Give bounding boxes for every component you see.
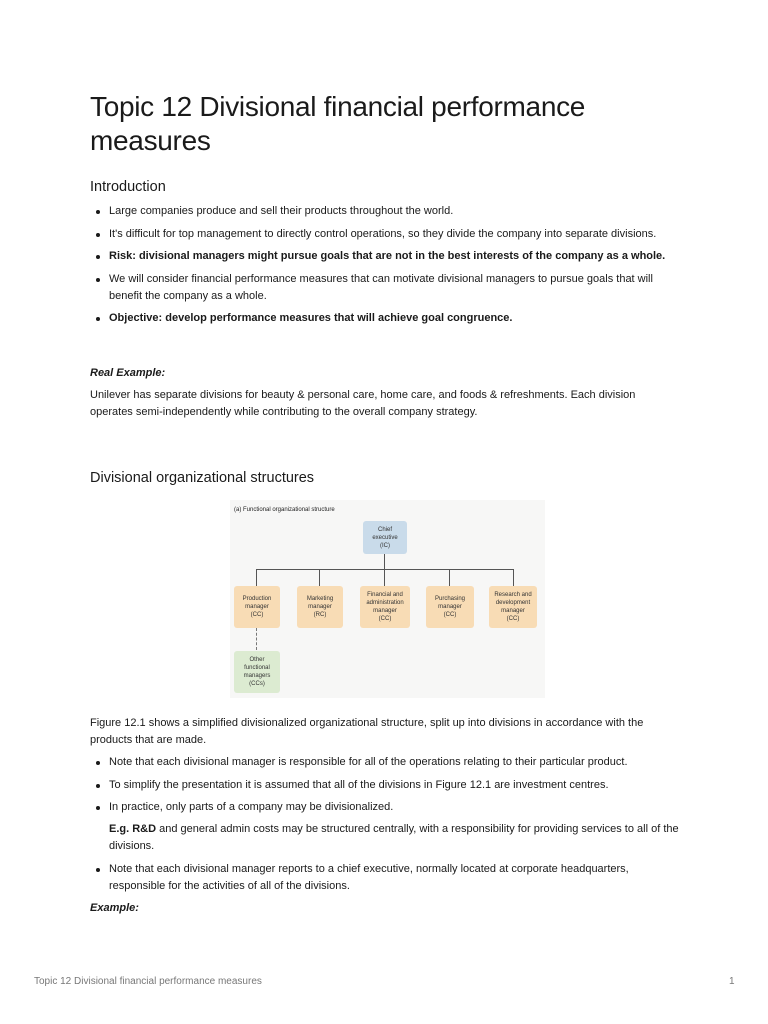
list-item: We will consider financial performance measures that can motivate divisional managers to pursue goals that will benefit the company as a whole.	[90, 271, 680, 305]
figure-description: Figure 12.1 shows a simplified divisionalized organizational structure, split up into divisions in accordance with the products that are made.	[90, 717, 644, 746]
intro-bullet-list	[90, 203, 680, 333]
connector-line	[319, 569, 320, 586]
list-item: Note that each divisional manager reports to a chief executive, normally located at corporate headquarters, responsible for the activities of all of the divisions.	[90, 861, 680, 895]
connector-line	[256, 569, 257, 586]
node-rd-manager: Research and development manager (CC)	[489, 586, 537, 628]
node-finance-admin-manager: Financial and administration manager (CC)	[360, 586, 410, 628]
node-marketing-manager: Marketing manager (RC)	[297, 586, 343, 628]
connector-line	[384, 554, 385, 570]
list-item: It's difficult for top management to directly control operations, so they divide the company into separate divisions.	[90, 226, 680, 243]
node-other-functional-managers: Other functional managers (CCs)	[234, 651, 280, 693]
list-item: Risk: divisional managers might pursue goals that are not in the best interests of the company as a whole.	[90, 248, 680, 265]
node-production-manager: Production manager (CC)	[234, 586, 280, 628]
list-item: Note that each divisional manager is responsible for all of the operations relating to their particular product.	[90, 754, 680, 771]
page-number: 1	[729, 976, 735, 987]
list-item: Large companies produce and sell their products throughout the world.	[90, 203, 680, 220]
list-item-note: E.g. R&D and general admin costs may be structured centrally, with a responsibility for providing services to all of the divisions.	[109, 823, 679, 852]
footer-title: Topic 12 Divisional financial performance measures	[34, 976, 262, 987]
node-purchasing-manager: Purchasing manager (CC)	[426, 586, 474, 628]
figure-title: (a) Functional organizational structure	[234, 507, 335, 513]
org-structure-figure	[230, 500, 545, 698]
dashed-connector	[256, 628, 257, 650]
real-example-label: Real Example:	[90, 367, 166, 379]
example-label: Example:	[90, 902, 139, 914]
list-item: In practice, only parts of a company may be divisionalized. E.g. R&D and general admin costs may be structured centrally, with a responsibility for providing services to all of the divisions.	[90, 799, 680, 855]
real-example-text: Unilever has separate divisions for beauty & personal care, home care, and foods & refreshments. Each division operates semi-independently while contributing to the overall company strategy.	[90, 389, 636, 418]
connector-line	[384, 569, 385, 586]
introduction-heading: Introduction	[90, 179, 166, 195]
page-title: Topic 12 Divisional financial performance measures	[90, 91, 586, 156]
node-chief-executive: Chief executive (IC)	[363, 521, 407, 554]
list-item: To simplify the presentation it is assumed that all of the divisions in Figure 12.1 are investment centres.	[90, 777, 680, 794]
connector-line	[449, 569, 450, 586]
structures-bullet-list	[90, 754, 680, 900]
list-item: Objective: develop performance measures that will achieve goal congruence.	[90, 310, 680, 327]
connector-line	[513, 569, 514, 586]
structures-heading: Divisional organizational structures	[90, 470, 315, 486]
